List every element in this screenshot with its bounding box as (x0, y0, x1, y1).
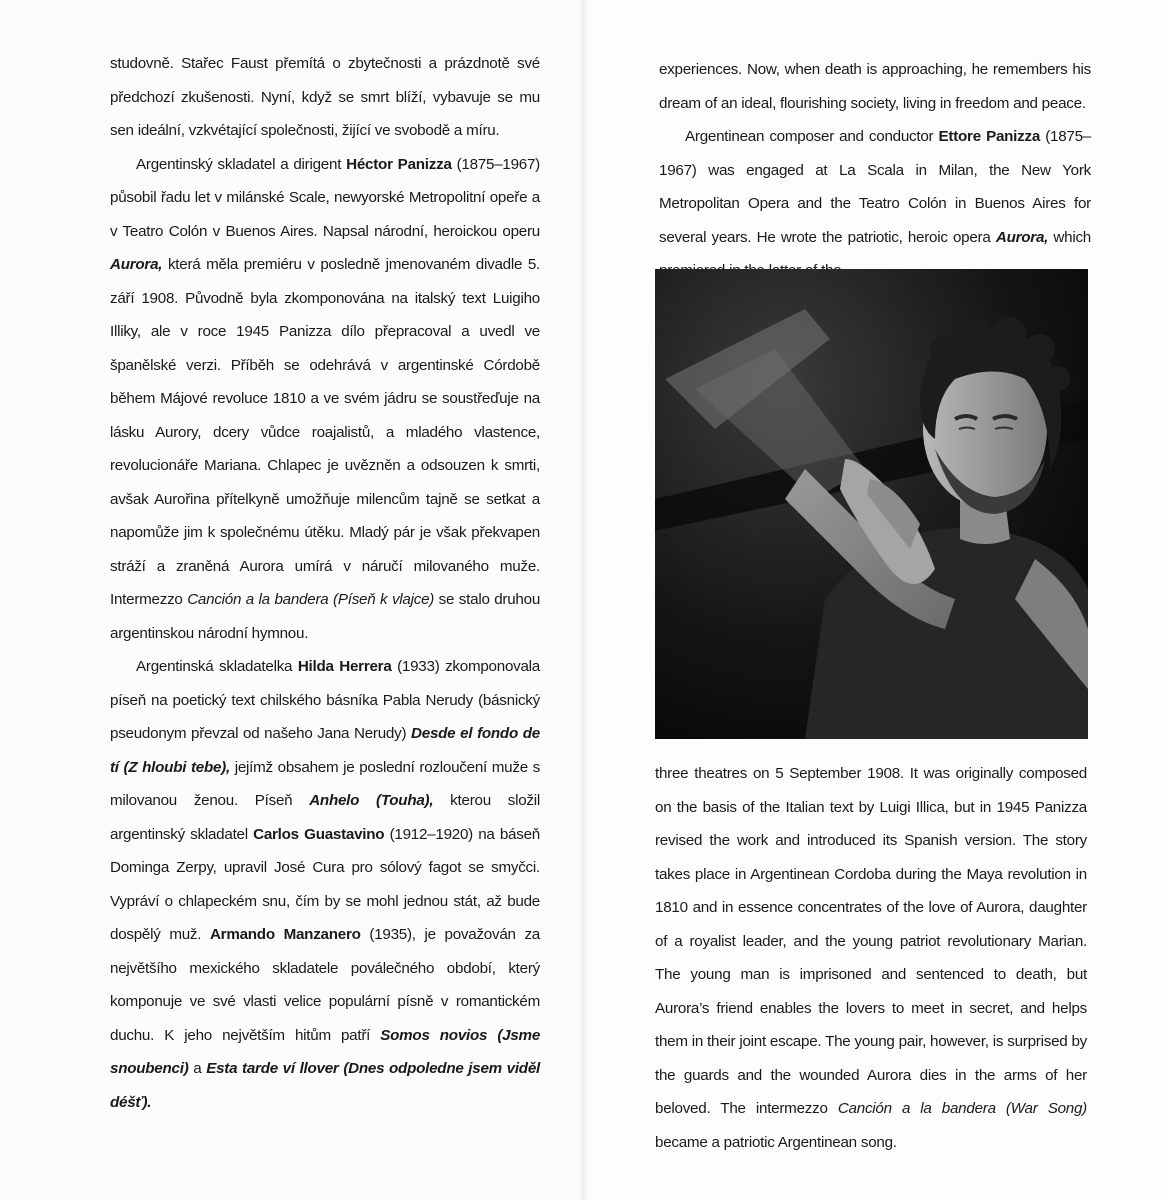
conductor-photo-illustration (655, 269, 1088, 739)
text-span: (1935), je považován za největšího mexického skladatele poválečného období, který komponuje ve své vlasti velice populární písně v romantickém duchu. K jeho největším hitům patří (110, 926, 540, 1044)
song-title: Somos novios (Jsme snoubenci) (110, 1026, 541, 1077)
czech-text-column (110, 47, 540, 1119)
text-span: (1933) zkomponovala píseň na poetický text chilského básníka Pabla Nerudy (básnický pseudonym převzal od našeho Jana Nerudy) (110, 658, 541, 742)
page-gutter (580, 0, 588, 1200)
text-span: became a patriotic Argentinean song. (655, 1133, 897, 1151)
text-span: (1875–1967) was engaged at La Scala in Milan, the New York Metropolitan Opera and the Teatro Colón in Buenos Aires for several years. He wrote the patriotic, heroic opera (659, 128, 1091, 246)
text-span: (1912–1920) na báseň Dominga Zerpy, upravil José Cura pro sólový fagot se smyčci. Vypráví o chlapeckém snu, čím by se mohl jednou stát, až bude dospělý muž. (110, 825, 540, 943)
opera-title: Aurora, (110, 256, 163, 273)
paragraph-aurora-en (655, 757, 1087, 1159)
composer-name: Hilda Herrera (297, 658, 392, 675)
song-title: Anhelo (Touha), (309, 792, 434, 809)
text-span: kterou složil argentinský skladatel (110, 792, 540, 843)
paragraph-panizza (110, 148, 540, 651)
intermezzo-title: Canción a la bandera (War Song) (837, 1100, 1087, 1117)
conductor-photo (655, 269, 1088, 739)
text-span: se stalo druhou argentinskou národní hymnou. (110, 591, 541, 642)
opera-title: Aurora, (995, 228, 1049, 246)
text-span: a (188, 1060, 207, 1077)
text-span: three theatres on 5 September 1908. It was originally composed on the basis of the Italian text by Luigi Illica, but in 1945 Panizza revised the work and introduced its Spanish version. The story takes place in Argentinean Cordoba during the Maya revolution in 1810 and in essence concentrates of the love of Aurora, daughter of a royalist leader, and the young patriot revolutionary Marian. The young man is imprisoned and sentenced to death, but Aurora’s friend enables the lovers to meet in secret, and helps them in their joint escape. The young pair, however, is surprised by the guards and the wounded Aurora dies in the arms of her beloved. The intermezzo (655, 765, 1087, 1117)
paragraph-faust: studovně. Stařec Faust přemítá o zbytečnosti a prázdnotě své předchozí zkušenosti. Nyní, když se smrt blíží, vybavuje se mu sen ideální, vzkvétající společnosti, žijící ve svobodě a míru. (110, 55, 540, 139)
text-span: which (1053, 228, 1091, 246)
text-span: jejímž obsahem je poslední rozloučení muže s milovanou ženou. Píseň (110, 758, 540, 809)
text-span: Argentinean composer and conductor (685, 128, 939, 145)
text-span: (1875–1967) působil řadu let v milánské Scale, newyorské Metropolitní opeře a v Teatro Colón v Buenos Aires. Napsal národní, heroickou operu (110, 155, 540, 240)
english-text-top (659, 53, 1091, 288)
paragraph-panizza-en (659, 120, 1091, 288)
text-span: Argentinský skladatel a dirigent (136, 155, 347, 173)
text-span: Argentinská skladatelka (136, 658, 298, 675)
song-title: Esta tarde ví llover (Dnes odpoledne jsem viděl déšť). (110, 1060, 541, 1111)
english-text-bottom (655, 757, 1087, 1159)
composer-name: Ettore Panizza (938, 128, 1041, 145)
composer-name: Carlos Guastavino (253, 825, 385, 843)
text-span: která měla premiéru v posledně jmenovaném divadle 5. září 1908. Původně byla zkomponována na italský text Luigiho Illiky, ale v roce 1945 Panizza dílo přepracoval a uvedl ve španělské verzi. Příběh se odehrává v argentinské Córdobě během Májové revoluce 1810 a ve svém jádru se soustřeďuje na lásku Aurory, dcery vůdce roajalistů, a mladého vlastence, revolucionáře Mariana. Chlapec je uvězněn a odsouzen k smrti, avšak Aurořina přítelkyně umožňuje milencům tajně se setkat a napomůže jim k společnému útěku. Mladý pár je však překvapen stráží a zraněná Aurora umírá v náručí milovaného muže. Intermezzo (110, 256, 540, 608)
composer-name: Héctor Panizza (346, 155, 452, 173)
paragraph-herrera (110, 650, 540, 1119)
song-title: Desde el fondo de tí (Z hloubi tebe), (110, 725, 540, 776)
paragraph-faust-en: experiences. Now, when death is approaching, he remembers his dream of an ideal, flourishing society, living in freedom and peace. (659, 61, 1091, 112)
composer-name: Armando Manzanero (209, 926, 361, 943)
intermezzo-title: Canción a la bandera (Píseň k vlajce) (187, 591, 435, 608)
